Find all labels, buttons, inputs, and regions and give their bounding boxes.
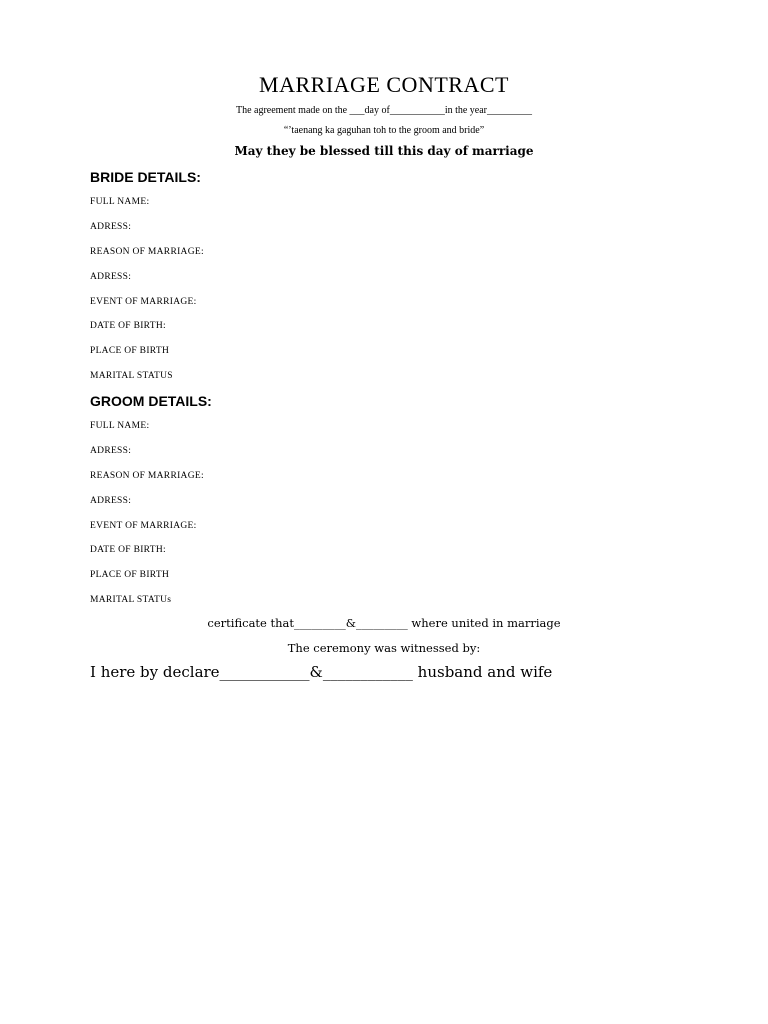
bride-details-heading: BRIDE DETAILS: bbox=[90, 169, 201, 185]
agreement-line: The agreement made on the ___day of___________in the year_________ bbox=[235, 105, 533, 116]
bride-field-marital-status: MARITAL STATUS bbox=[90, 371, 173, 382]
witness-line: The ceremony was witnessed by: bbox=[287, 641, 481, 655]
groom-field-address-2: ADRESS: bbox=[90, 495, 132, 506]
groom-field-address: ADRESS: bbox=[90, 445, 132, 456]
certificate-line: certificate that_________&_________ where united in marriage bbox=[207, 616, 561, 630]
blessing-line: May they be blessed till this day of marriage bbox=[234, 144, 534, 158]
bride-field-event-of-marriage: EVENT OF MARRIAGE: bbox=[90, 296, 197, 307]
groom-field-place-of-birth: PLACE OF BIRTH bbox=[90, 570, 170, 581]
bride-field-full-name: FULL NAME: bbox=[90, 197, 150, 207]
bride-field-list bbox=[90, 196, 204, 395]
document-title: MARRIAGE CONTRACT bbox=[259, 72, 509, 97]
bride-field-place-of-birth: PLACE OF BIRTH bbox=[90, 346, 170, 357]
declaration-line: I here by declare____________&____________ husband and wife bbox=[90, 663, 553, 681]
groom-details-heading: GROOM DETAILS: bbox=[90, 393, 212, 409]
groom-field-list bbox=[90, 420, 204, 619]
groom-field-event-of-marriage: EVENT OF MARRIAGE: bbox=[90, 520, 197, 531]
groom-field-marital-status: MARITAL STATUs bbox=[90, 595, 172, 606]
groom-field-date-of-birth: DATE OF BIRTH: bbox=[90, 545, 166, 556]
groom-field-reason-of-marriage: REASON OF MARRIAGE: bbox=[90, 470, 204, 481]
bride-field-address-2: ADRESS: bbox=[90, 271, 132, 282]
groom-field-full-name: FULL NAME: bbox=[90, 421, 150, 431]
bride-field-reason-of-marriage: REASON OF MARRIAGE: bbox=[90, 246, 204, 257]
quote-line: “’taenang ka gaguhan toh to the groom and bride” bbox=[283, 125, 485, 136]
bride-field-date-of-birth: DATE OF BIRTH: bbox=[90, 321, 166, 332]
bride-field-address: ADRESS: bbox=[90, 221, 132, 232]
